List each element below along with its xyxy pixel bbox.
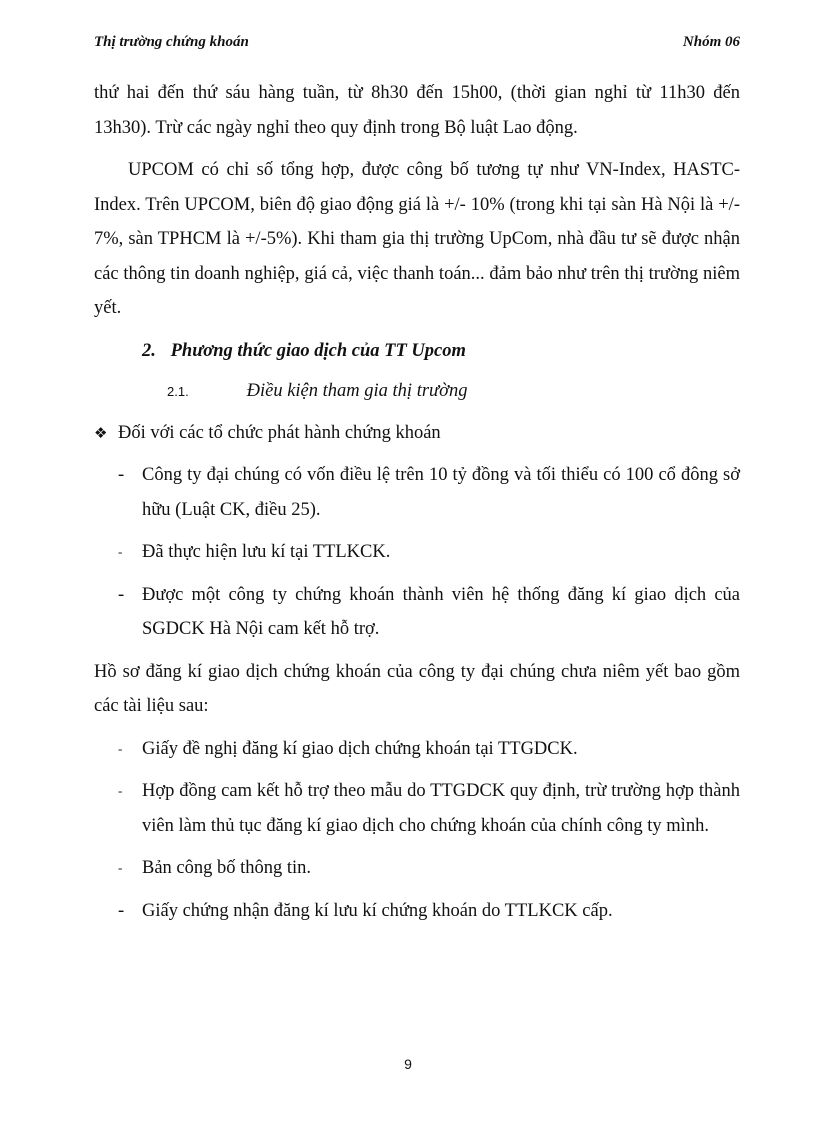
section-title: Phương thức giao dịch của TT Upcom — [170, 340, 466, 361]
dash-bullet: - — [118, 860, 123, 875]
dossier-documents-list — [94, 732, 740, 929]
header-group: Nhóm 06 — [682, 34, 740, 50]
list-item — [94, 458, 740, 527]
subsection-heading-2-1 — [94, 374, 740, 410]
dash-bullet: - — [118, 544, 123, 559]
list-item — [94, 894, 740, 929]
dash-bullet: - — [118, 900, 125, 921]
dash-bullet: - — [118, 584, 125, 605]
diamond-bullet-icon: ❖ — [94, 423, 108, 442]
list-item — [94, 851, 740, 886]
list-item — [94, 774, 740, 843]
dash-bullet: - — [118, 465, 125, 485]
page-header — [94, 34, 740, 56]
dash-bullet: - — [118, 740, 123, 756]
section-heading-2 — [94, 334, 740, 369]
paragraph-trading-hours: thứ hai đến thứ sáu hàng tuần, từ 8h30 đến 15h00, (thời gian nghỉ từ 11h30 đến 13h30). Trừ các ngày nghỉ theo quy định trong Bộ luật Lao động. — [94, 83, 740, 138]
header-title: Thị trường chứng khoán — [94, 34, 249, 50]
list-item-text: Đã thực hiện lưu kí tại TTLKCK. — [142, 542, 391, 562]
paragraph-upcom-index: UPCOM có chỉ số tổng hợp, được công bố tương tự như VN-Index, HASTC-Index. Trên UPCOM, biên độ giao động giá là +/- 10% (trong khi tại sàn Hà Nội là +/- 7%, sàn TPHCM là +/-5%). Khi tham gia thị trường UpCom, nhà đầu tư sẽ được nhận các thông tin doanh nghiệp, giá cả, việc thanh toán... đảm bảo như trên thị trường niêm yết. — [94, 160, 740, 318]
list-item — [94, 732, 740, 767]
list-item-text: Giấy chứng nhận đăng kí lưu kí chứng khoán do TTLKCK cấp. — [142, 900, 613, 921]
subsection-number: 2.1. — [167, 384, 189, 399]
issuer-conditions-list — [94, 458, 740, 647]
list-item-text: Giấy đề nghị đăng kí giao dịch chứng khoán tại TTGDCK. — [142, 738, 578, 759]
list-item-text: Hợp đồng cam kết hỗ trợ theo mẫu do TTGDCK quy định, trừ trường hợp thành viên làm thủ tục đăng kí giao dịch cho chứng khoán của chính công ty mình. — [142, 781, 740, 836]
section-number: 2. — [142, 340, 156, 361]
page-content — [94, 76, 740, 936]
list-item-text: Bản công bố thông tin. — [142, 858, 312, 878]
list-item-text: Được một công ty chứng khoán thành viên hệ thống đăng kí giao dịch của SGDCK Hà Nội cam kết hỗ trợ. — [142, 584, 740, 639]
list-item — [94, 578, 740, 647]
dash-bullet: - — [118, 783, 123, 798]
paragraph-dossier-intro: Hồ sơ đăng kí giao dịch chứng khoán của công ty đại chúng chưa niêm yết bao gồm các tài liệu sau: — [94, 661, 740, 716]
subsection-title: Điều kiện tham gia thị trường — [246, 381, 468, 401]
list-item — [94, 535, 740, 570]
list-item-text: Công ty đại chúng có vốn điều lệ trên 10 tỷ đồng và tối thiểu có 100 cổ đông sở hữu (Luật CK, điều 25). — [142, 465, 740, 520]
page-number: 9 — [404, 1056, 412, 1072]
issuers-heading — [94, 416, 740, 451]
issuers-title: Đối với các tổ chức phát hành chứng khoán — [118, 422, 441, 443]
